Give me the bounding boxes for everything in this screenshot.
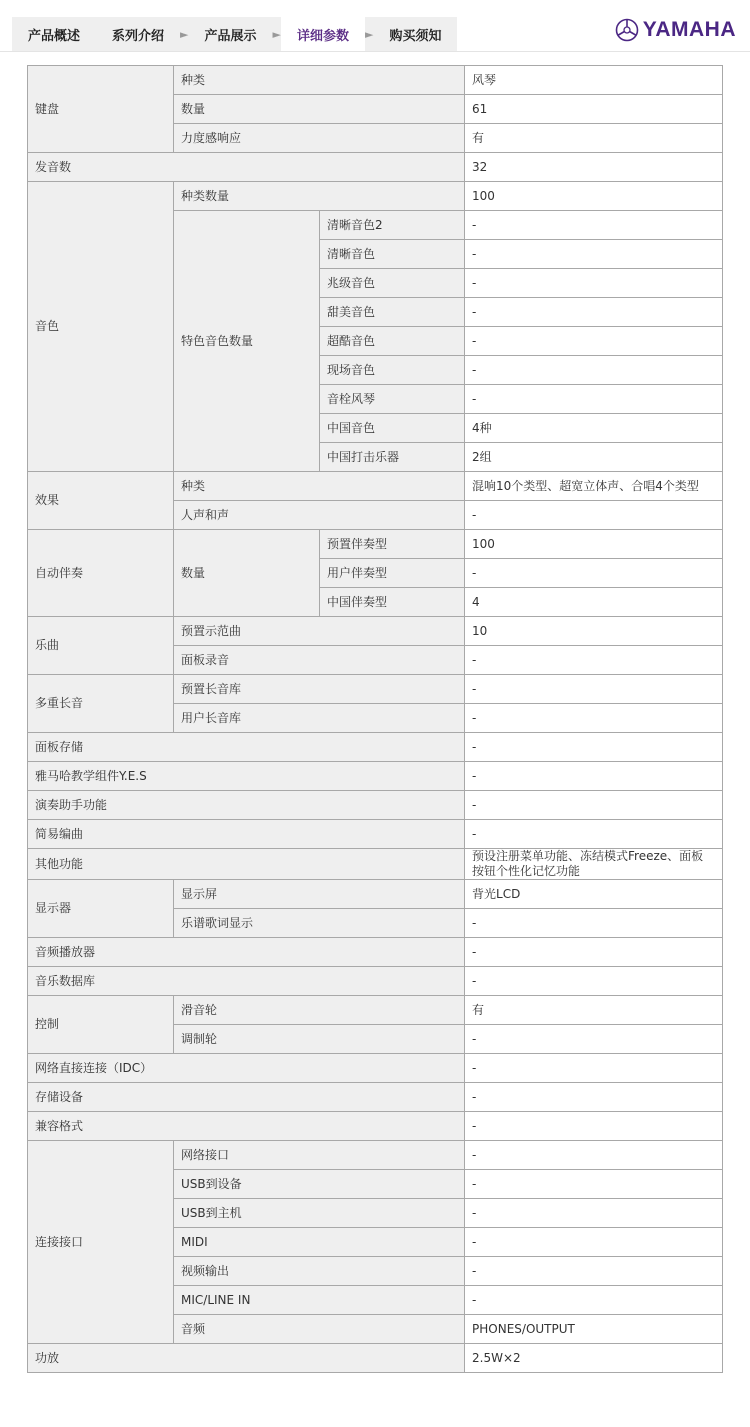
row-label-songs: 乐曲	[28, 617, 174, 675]
cell-label: 种类数量	[174, 182, 465, 211]
cell-label: 滑音轮	[174, 996, 465, 1025]
cell-value: -	[465, 1228, 723, 1257]
row-label-voices: 音色	[28, 182, 174, 472]
cell-value: -	[465, 704, 723, 733]
row-label-storage: 存储设备	[28, 1083, 465, 1112]
table-row	[28, 938, 723, 967]
cell-value: -	[465, 1025, 723, 1054]
table-row	[28, 880, 723, 909]
cell-value: -	[465, 211, 723, 240]
tab-specs[interactable]: 详细参数	[281, 17, 365, 51]
table-row	[28, 182, 723, 211]
cell-value: -	[465, 559, 723, 588]
row-label-display: 显示器	[28, 880, 174, 938]
row-label-music-db: 音乐数据库	[28, 967, 465, 996]
cell-label: 现场音色	[320, 356, 465, 385]
cell-value: 有	[465, 124, 723, 153]
cell-value: -	[465, 501, 723, 530]
cell-label: 中国打击乐器	[320, 443, 465, 472]
row-label-formats: 兼容格式	[28, 1112, 465, 1141]
table-row	[28, 820, 723, 849]
cell-label: 数量	[174, 95, 465, 124]
row-label-keyboard: 键盘	[28, 66, 174, 153]
cell-value: 有	[465, 996, 723, 1025]
table-row	[28, 1141, 723, 1170]
cell-label: 清晰音色2	[320, 211, 465, 240]
cell-value: 预设注册菜单功能、冻结模式Freeze、面板按钮个性化记忆功能	[465, 849, 723, 880]
cell-value: PHONES/OUTPUT	[465, 1315, 723, 1344]
cell-label: 超酷音色	[320, 327, 465, 356]
cell-value: 61	[465, 95, 723, 124]
tuning-forks-icon	[615, 18, 639, 42]
cell-value: -	[465, 1112, 723, 1141]
row-label-performance: 演奏助手功能	[28, 791, 465, 820]
table-row	[28, 1083, 723, 1112]
cell-value: -	[465, 327, 723, 356]
cell-value: -	[465, 1054, 723, 1083]
cell-label: 清晰音色	[320, 240, 465, 269]
cell-label: 特色音色数量	[174, 211, 320, 472]
table-row	[28, 617, 723, 646]
cell-label: USB到主机	[174, 1199, 465, 1228]
cell-value: -	[465, 1257, 723, 1286]
cell-label: 数量	[174, 530, 320, 617]
row-label-audio-player: 音频播放器	[28, 938, 465, 967]
cell-value: -	[465, 1286, 723, 1315]
spec-table	[27, 65, 723, 1373]
cell-value: -	[465, 298, 723, 327]
table-row	[28, 849, 723, 880]
row-label-polyphony: 发音数	[28, 153, 465, 182]
arrow-right-icon: ►	[180, 27, 189, 41]
cell-value: 100	[465, 182, 723, 211]
cell-label: 显示屏	[174, 880, 465, 909]
table-row	[28, 791, 723, 820]
row-label-registration: 面板存储	[28, 733, 465, 762]
cell-value: -	[465, 909, 723, 938]
arrow-right-icon: ►	[365, 27, 374, 41]
cell-value: 4	[465, 588, 723, 617]
table-row	[28, 66, 723, 95]
cell-label: 网络接口	[174, 1141, 465, 1170]
table-row	[28, 675, 723, 704]
cell-label: 预置伴奏型	[320, 530, 465, 559]
table-row	[28, 967, 723, 996]
cell-value: -	[465, 938, 723, 967]
row-label-idc: 网络直接连接（IDC）	[28, 1054, 465, 1083]
cell-value: -	[465, 762, 723, 791]
cell-value: 2组	[465, 443, 723, 472]
cell-label: 中国伴奏型	[320, 588, 465, 617]
cell-value: -	[465, 967, 723, 996]
cell-label: 调制轮	[174, 1025, 465, 1054]
cell-label: MIC/LINE IN	[174, 1286, 465, 1315]
row-label-multipad: 多重长音	[28, 675, 174, 733]
cell-label: 种类	[174, 472, 465, 501]
cell-value: 背光LCD	[465, 880, 723, 909]
brand-name: YAMAHA	[642, 18, 736, 41]
table-row	[28, 1112, 723, 1141]
cell-label: 视频输出	[174, 1257, 465, 1286]
cell-value: -	[465, 1141, 723, 1170]
cell-value: 4种	[465, 414, 723, 443]
tab-purchase[interactable]: 购买须知	[389, 28, 442, 44]
cell-label: 音频	[174, 1315, 465, 1344]
cell-label: 种类	[174, 66, 465, 95]
table-row	[28, 1054, 723, 1083]
cell-label: 音栓风琴	[320, 385, 465, 414]
table-row	[28, 530, 723, 559]
cell-label: 面板录音	[174, 646, 465, 675]
row-label-amplifier: 功放	[28, 1344, 465, 1373]
cell-value: -	[465, 791, 723, 820]
tab-gallery[interactable]: 产品展示	[204, 28, 257, 44]
cell-value: -	[465, 646, 723, 675]
cell-label: 力度感响应	[174, 124, 465, 153]
arrow-right-icon: ►	[272, 27, 281, 41]
cell-value: -	[465, 269, 723, 298]
cell-label: 预置示范曲	[174, 617, 465, 646]
cell-value: -	[465, 1199, 723, 1228]
cell-value: 风琴	[465, 66, 723, 95]
cell-label: USB到设备	[174, 1170, 465, 1199]
cell-value: -	[465, 240, 723, 269]
cell-value: -	[465, 1170, 723, 1199]
row-label-controls: 控制	[28, 996, 174, 1054]
cell-value: -	[465, 356, 723, 385]
cell-value: -	[465, 675, 723, 704]
table-row	[28, 733, 723, 762]
tab-bar	[12, 17, 457, 51]
cell-value: 10	[465, 617, 723, 646]
cell-value: -	[465, 1083, 723, 1112]
cell-value: -	[465, 820, 723, 849]
cell-label: 中国音色	[320, 414, 465, 443]
cell-value: 混响10个类型、超宽立体声、合唱4个类型	[465, 472, 723, 501]
brand-logo[interactable]	[615, 18, 736, 42]
tab-overview[interactable]: 产品概述	[28, 28, 81, 44]
tab-series[interactable]: 系列介绍	[112, 28, 165, 44]
cell-label: 甜美音色	[320, 298, 465, 327]
cell-value: 100	[465, 530, 723, 559]
cell-label: 用户长音库	[174, 704, 465, 733]
row-label-accompaniment: 自动伴奏	[28, 530, 174, 617]
cell-label: 乐谱歌词显示	[174, 909, 465, 938]
cell-label: 用户伴奏型	[320, 559, 465, 588]
row-label-yes: 雅马哈教学组件Y.E.S	[28, 762, 465, 791]
cell-value: -	[465, 385, 723, 414]
row-label-connectors: 连接接口	[28, 1141, 174, 1344]
cell-label: 人声和声	[174, 501, 465, 530]
table-row	[28, 472, 723, 501]
cell-value: -	[465, 733, 723, 762]
table-row	[28, 153, 723, 182]
row-label-effects: 效果	[28, 472, 174, 530]
table-row	[28, 1344, 723, 1373]
cell-label: 兆级音色	[320, 269, 465, 298]
cell-value: 2.5W×2	[465, 1344, 723, 1373]
cell-label: MIDI	[174, 1228, 465, 1257]
cell-value: 32	[465, 153, 723, 182]
cell-label: 预置长音库	[174, 675, 465, 704]
table-row	[28, 996, 723, 1025]
table-row	[28, 762, 723, 791]
top-nav	[0, 0, 750, 52]
row-label-quick: 简易编曲	[28, 820, 465, 849]
row-label-other: 其他功能	[28, 849, 465, 880]
